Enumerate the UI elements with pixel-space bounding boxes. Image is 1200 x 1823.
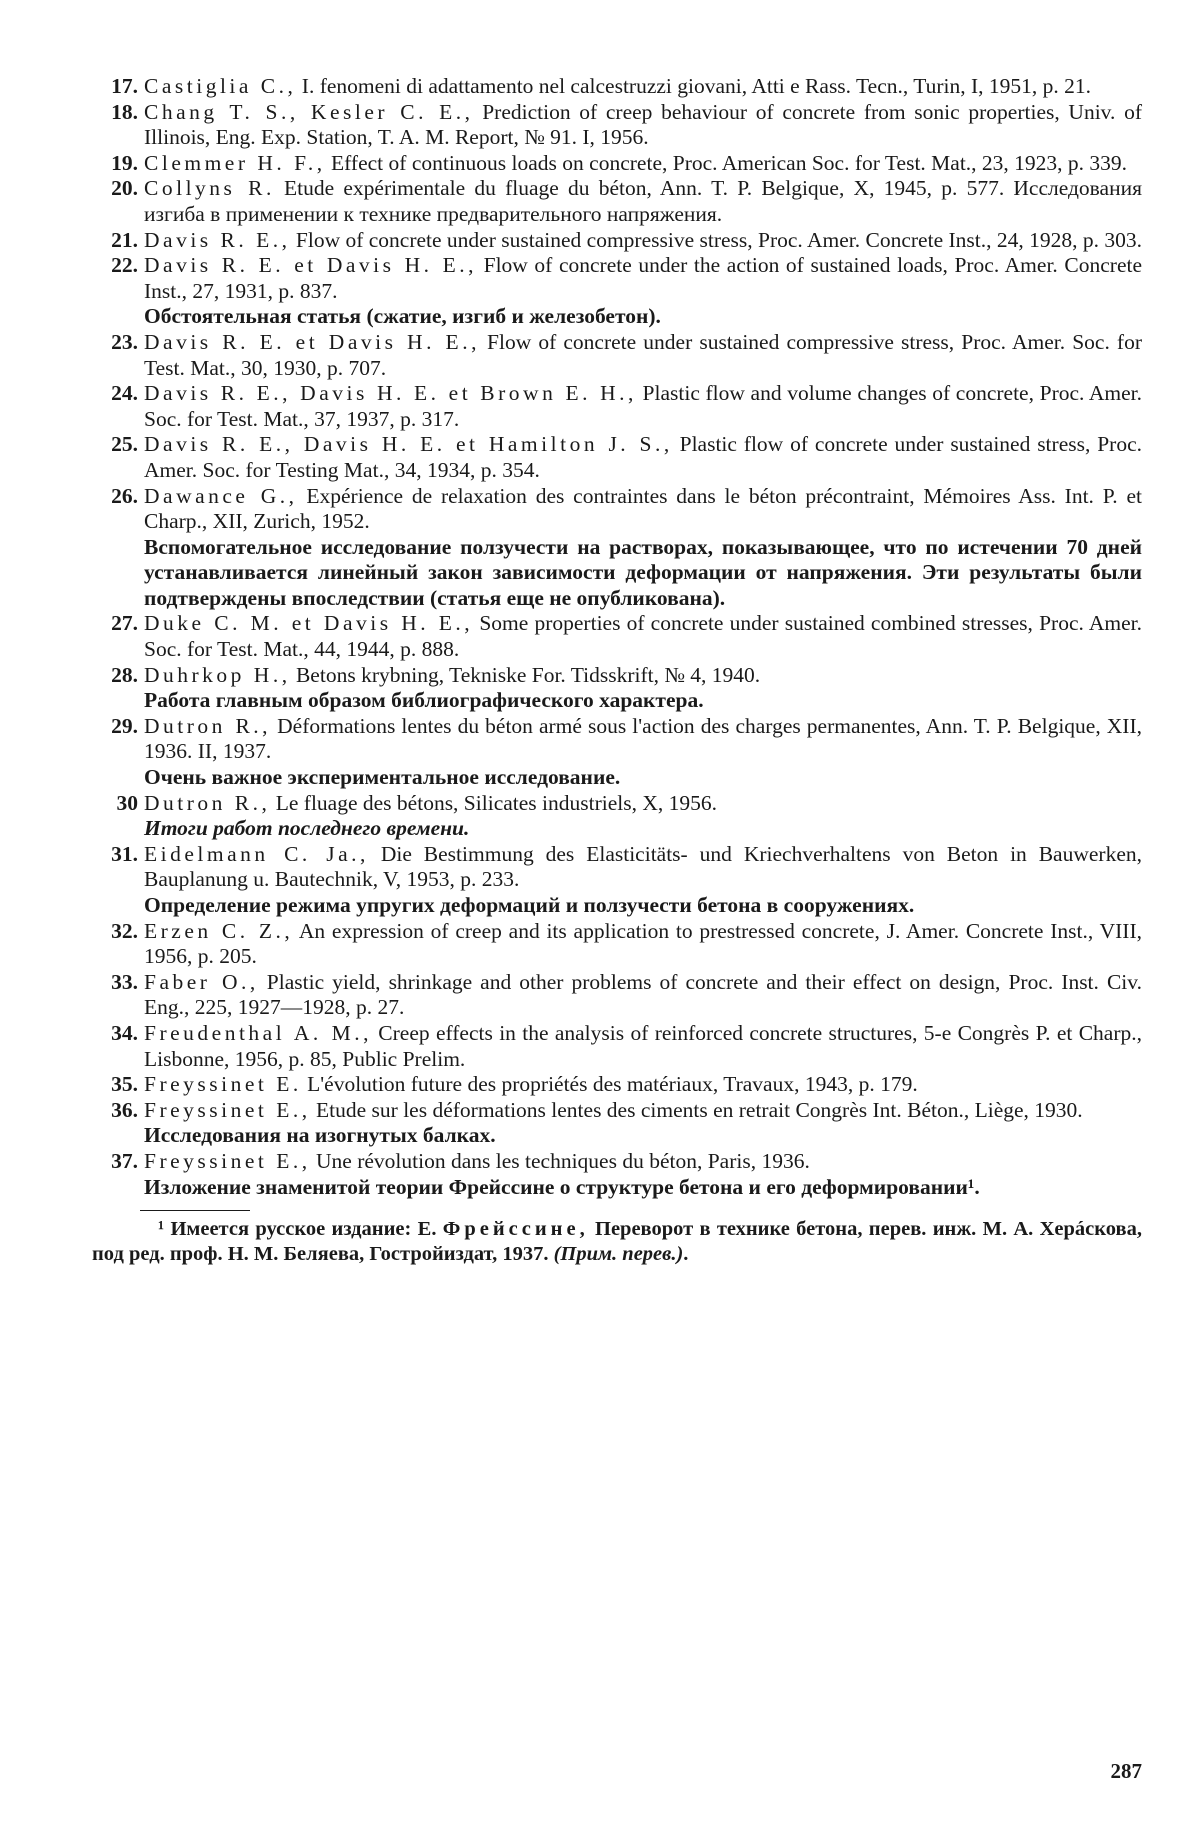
- reference-author: Chang T. S., Kesler C. E.,: [144, 99, 474, 124]
- reference-citation: Expérience de relaxation des contraintes dans le béton précontraint, Mémoires Ass. Int. P. et Charp., XII, Zurich, 1952.: [144, 483, 1142, 534]
- reference-item: [92, 432, 1142, 483]
- reference-number: 35.: [111, 1072, 138, 1097]
- reference-number: 18.: [111, 99, 138, 124]
- reference-number: 27.: [111, 611, 138, 636]
- reference-item: [92, 791, 1142, 842]
- reference-citation: Creep effects in the analysis of reinforced concrete structures, 5-e Congrès P. et Charp., Lisbonne, 1956, p. 85, Public Prelim.: [144, 1020, 1142, 1071]
- reference-number: 19.: [111, 150, 138, 175]
- reference-number: 17.: [111, 74, 138, 98]
- reference-item: [92, 842, 1142, 919]
- reference-author: Davis R. E., Davis H. E. et Brown E. H.,: [144, 381, 637, 406]
- reference-citation: I. fenomeni di adattamento nel calcestruzzi giovani, Atti e Rass. Tecn., Turin, I, 1951, p. 21.: [296, 74, 1092, 98]
- reference-item: [92, 100, 1142, 151]
- reference-author: Davis R. E.,: [144, 227, 291, 252]
- reference-author: Clemmer H. F.,: [144, 150, 326, 175]
- reference-author: Dutron R.,: [144, 790, 271, 815]
- reference-annotation: Итоги работ последнего времени.: [144, 816, 470, 841]
- reference-citation: Déformations lentes du béton armé sous l'action des charges permanentes, Ann. T. P. Belgique, XII, 1936. II, 1937.: [144, 713, 1142, 764]
- reference-number: 37.: [111, 1148, 138, 1173]
- reference-number: 20.: [111, 176, 138, 201]
- reference-annotation: Очень важное экспериментальное исследование.: [144, 765, 621, 790]
- reference-author: Davis R. E. et Davis H. E.,: [144, 329, 480, 354]
- reference-author: Davis R. E. et Davis H. E.,: [144, 253, 477, 278]
- reference-number: 28.: [111, 662, 138, 687]
- footnote-translator-note: (Прим. перев.): [553, 1242, 684, 1265]
- reference-annotation: Определение режима упругих деформаций и ползучести бетона в сооружениях.: [144, 893, 915, 917]
- reference-citation: L'évolution future des propriétés des matériaux, Travaux, 1943, p. 179.: [301, 1072, 918, 1097]
- reference-author: Davis R. E., Davis H. E. et Hamilton J. S.,: [144, 432, 673, 457]
- reference-annotation: Вспомогательное исследование ползучести на растворах, показывающее, что по истечении 70 дней устанавливается линейный закон зависимости деформации от напряжения. Эти результаты были подтверждены впоследствии (статья еще не опубликована).: [144, 534, 1142, 610]
- reference-author: Freyssinet E.: [144, 1072, 302, 1097]
- reference-item: [92, 970, 1142, 1021]
- reference-item: [92, 611, 1142, 662]
- reference-item: [92, 176, 1142, 227]
- reference-item: [92, 714, 1142, 791]
- reference-number: 32.: [111, 918, 138, 943]
- reference-item: [92, 151, 1142, 177]
- reference-author: Dawance G.,: [144, 483, 298, 508]
- reference-item: [92, 253, 1142, 330]
- reference-author: Erzen C. Z.,: [144, 918, 294, 943]
- reference-author: Eidelmann C. Ja.,: [144, 841, 369, 866]
- reference-number: 22.: [111, 253, 138, 278]
- reference-citation: Plastic flow and volume changes of concrete, Proc. Amer. Soc. for Test. Mat., 37, 1937, p. 317.: [144, 381, 1142, 431]
- reference-item: [92, 663, 1142, 714]
- reference-author: Freyssinet E.,: [144, 1148, 311, 1173]
- reference-citation: Die Bestimmung des Elasticitäts- und Kriechverhaltens von Beton in Bauwerken, Bauplanung u. Bautechnik, V, 1953, p. 233.: [144, 841, 1142, 892]
- reference-citation: Une révolution dans les techniques du béton, Paris, 1936.: [310, 1148, 810, 1173]
- reference-author: Castiglia C.,: [144, 74, 297, 98]
- reference-number: 25.: [111, 432, 138, 457]
- page-body: [92, 74, 1142, 1266]
- reference-citation: Le fluage des bétons, Silicates industriels, X, 1956.: [270, 790, 718, 815]
- reference-number: 21.: [111, 227, 138, 252]
- reference-annotation: Изложение знаменитой теории Фрейссине о структуре бетона и его деформировании¹.: [144, 1174, 980, 1199]
- reference-number: 30: [116, 790, 138, 815]
- reference-item: [92, 330, 1142, 381]
- reference-author: Collyns R.: [144, 176, 275, 201]
- reference-item: [92, 74, 1142, 100]
- reference-number: 29.: [111, 713, 138, 738]
- reference-author: Faber O.,: [144, 969, 259, 994]
- reference-number: 34.: [111, 1020, 138, 1045]
- reference-citation: Etude expérimentale du fluage du béton, Ann. T. P. Belgique, X, 1945, p. 577. Исследования изгиба в применении к технике предварительного напряжения.: [144, 176, 1142, 226]
- reference-citation: An expression of creep and its application to prestressed concrete, J. Amer. Concrete Inst., VIII, 1956, p. 205.: [144, 918, 1142, 969]
- reference-citation: Flow of concrete under sustained compressive stress, Proc. Amer. Soc. for Test. Mat., 30, 1930, p. 707.: [144, 329, 1142, 380]
- page-number: 287: [1110, 1759, 1142, 1783]
- reference-number: 31.: [111, 841, 138, 866]
- reference-citation: Plastic flow of concrete under sustained stress, Proc. Amer. Soc. for Testing Mat., 34, 1934, p. 354.: [144, 432, 1142, 482]
- reference-item: [92, 228, 1142, 254]
- reference-citation: Flow of concrete under sustained compressive stress, Proc. Amer. Concrete Inst., 24, 1928, p. 303.: [290, 227, 1142, 252]
- reference-item: [92, 484, 1142, 612]
- footnote-text-mid: Переворот в технике бетона, перев. инж. М. А. Херáскова, под ред. проф. Н. М. Беляева, Гостройиздат, 1937.: [92, 1218, 1142, 1265]
- reference-author: Duke C. M. et Davis H. E.,: [144, 611, 474, 636]
- reference-citation: Flow of concrete under the action of sustained loads, Proc. Amer. Concrete Inst., 27, 1931, p. 837.: [144, 253, 1142, 303]
- reference-number: 36.: [111, 1097, 138, 1122]
- footnote-text-pre: Имеется русское издание: Е.: [164, 1218, 443, 1241]
- reference-citation: Betons krybning, Tekniske For. Tidsskrift, № 4, 1940.: [290, 662, 761, 687]
- footnote-text-post: .: [683, 1242, 689, 1265]
- reference-author: Duhrkop H.,: [144, 662, 291, 687]
- reference-item: [92, 1072, 1142, 1098]
- footnote: [92, 1217, 1142, 1266]
- reference-number: 23.: [111, 329, 138, 354]
- footnote-marker: ¹: [158, 1218, 165, 1241]
- reference-citation: Prediction of creep behaviour of concrete from sonic properties, Univ. of Illinois, Eng. Exp. Station, T. A. M. Report, № 91. I, 1956.: [144, 99, 1142, 150]
- reference-citation: Some properties of concrete under sustained combined stresses, Proc. Amer. Soc. for Test. Mat., 44, 1944, p. 888.: [144, 611, 1142, 662]
- reference-citation: Etude sur les déformations lentes des ciments en retrait Congrès Int. Béton., Liège, 1930.: [310, 1097, 1083, 1122]
- reference-annotation: Работа главным образом библиографического характера.: [144, 688, 704, 713]
- reference-number: 33.: [111, 969, 138, 994]
- reference-author: Freyssinet E.,: [144, 1097, 311, 1122]
- reference-number: 26.: [111, 483, 138, 508]
- reference-item: [92, 381, 1142, 432]
- reference-annotation: Исследования на изогнутых балках.: [144, 1123, 496, 1148]
- reference-item: [92, 1098, 1142, 1149]
- reference-citation: Plastic yield, shrinkage and other problems of concrete and their effect on design, Proc. Inst. Civ. Eng., 225, 1927—1928, p. 27.: [144, 969, 1142, 1020]
- reference-citation: Effect of continuous loads on concrete, Proc. American Soc. for Test. Mat., 23, 1923, p. 339.: [325, 150, 1128, 175]
- footnote-rule: [140, 1210, 250, 1211]
- reference-list: [92, 74, 1142, 1200]
- reference-number: 24.: [111, 381, 138, 406]
- reference-item: [92, 919, 1142, 970]
- reference-item: [92, 1021, 1142, 1072]
- footnote-author: Фрейссине,: [442, 1218, 589, 1241]
- reference-author: Freudenthal A. M.,: [144, 1020, 372, 1045]
- reference-author: Dutron R.,: [144, 713, 272, 738]
- reference-item: [92, 1149, 1142, 1200]
- reference-annotation: Обстоятельная статья (сжатие, изгиб и железобетон).: [144, 304, 661, 329]
